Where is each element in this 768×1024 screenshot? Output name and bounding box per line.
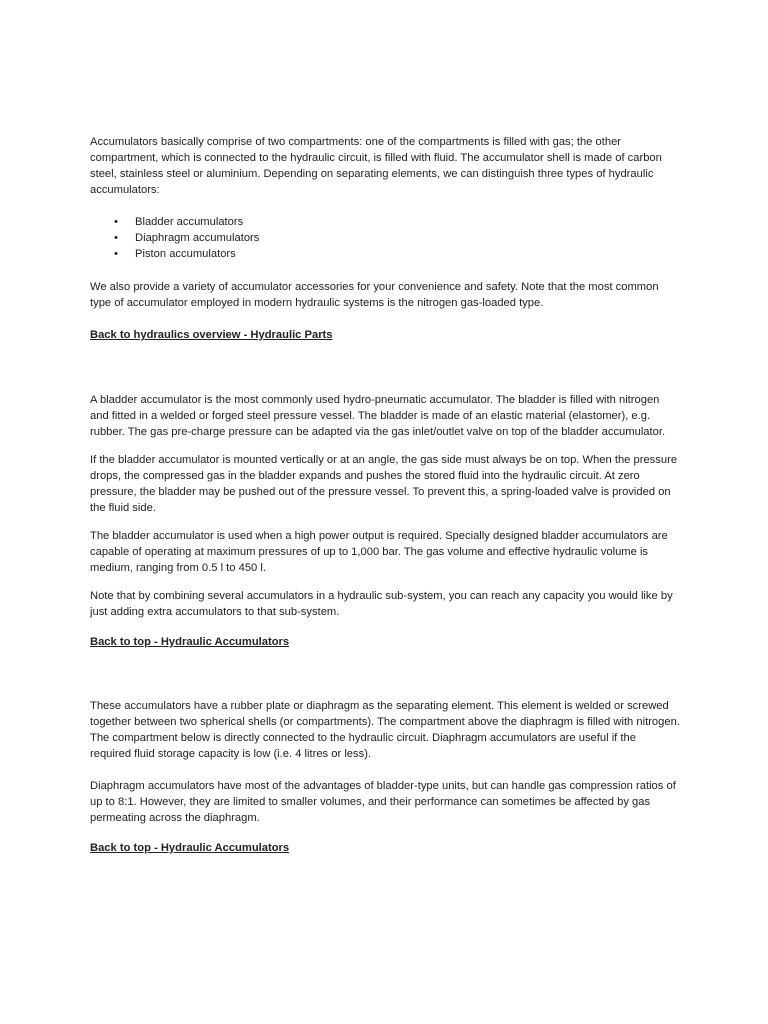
document-page <box>90 134 680 856</box>
list-item: • Piston accumulators <box>114 248 236 260</box>
intro-paragraph: Accumulators basically comprise of two compartments: one of the compartments is filled with gas; the other compartment, which is connected to the hydraulic circuit, is filled with fluid. The accumulator shell is made of carbon steel, stainless steel or aluminium. Depending on separating elements, we can distinguish three types of hydraulic accumulators: <box>90 136 662 196</box>
bullet-icon: • <box>114 216 118 228</box>
bladder-paragraph-3: The bladder accumulator is used when a high power output is required. Specially designed bladder accumulators are capable of operating at maximum pressures of up to 1,000 bar. The gas volume and effective hydraulic volume is medium, ranging from 0.5 l to 450 l. <box>90 530 668 574</box>
bladder-paragraph-2: If the bladder accumulator is mounted vertically or at an angle, the gas side must always be on top. When the pressure drops, the compressed gas in the bladder expands and pushes the stored fluid into the hydraulic circuit. At zero pressure, the bladder may be pushed out of the pressure vessel. To prevent this, a spring-loaded valve is provided on the fluid side. <box>90 454 678 514</box>
bladder-paragraph-1: A bladder accumulator is the most commonly used hydro-pneumatic accumulator. The bladder is filled with nitrogen and fitted in a welded or forged steel pressure vessel. The bladder is made of an elastic material (elastomer), e.g. rubber. The gas pre-charge pressure can be adapted via the gas inlet/outlet valve on top of the bladder accumulator. <box>90 394 666 438</box>
diaphragm-paragraph-1: These accumulators have a rubber plate or diaphragm as the separating element. This element is welded or screwed together between two spherical shells (or compartments). The compartment above the diaphragm is filled with nitrogen. The compartment below is directly connected to the hydraulic circuit. Diaphragm accumulators are useful if the required fluid storage capacity is low (i.e. 4 litres or less). <box>90 700 680 760</box>
diaphragm-paragraph-2: Diaphragm accumulators have most of the advantages of bladder-type units, but can handle gas compression ratios of up to 8:1. However, they are limited to smaller volumes, and their performance can sometimes be affected by gas permeating across the diaphragm. <box>90 780 676 824</box>
back-to-top-link[interactable]: Back to top - Hydraulic Accumulators <box>90 842 290 854</box>
bullet-icon: • <box>114 248 118 260</box>
hydraulic-parts-link[interactable]: Back to hydraulics overview - Hydraulic Parts <box>90 329 333 341</box>
back-to-top-link[interactable]: Back to top - Hydraulic Accumulators <box>90 636 290 648</box>
list-item: • Bladder accumulators <box>114 216 244 228</box>
accumulator-types-list <box>90 214 680 262</box>
bullet-icon: • <box>114 232 118 244</box>
bladder-paragraph-4: Note that by combining several accumulators in a hydraulic sub-system, you can reach any capacity you would like by just adding extra accumulators to that sub-system. <box>90 590 673 618</box>
accessories-paragraph: We also provide a variety of accumulator accessories for your convenience and safety. Note that the most common type of accumulator employed in modern hydraulic systems is the nitrogen gas-loaded type. <box>90 281 659 309</box>
list-item: • Diaphragm accumulators <box>114 232 260 244</box>
